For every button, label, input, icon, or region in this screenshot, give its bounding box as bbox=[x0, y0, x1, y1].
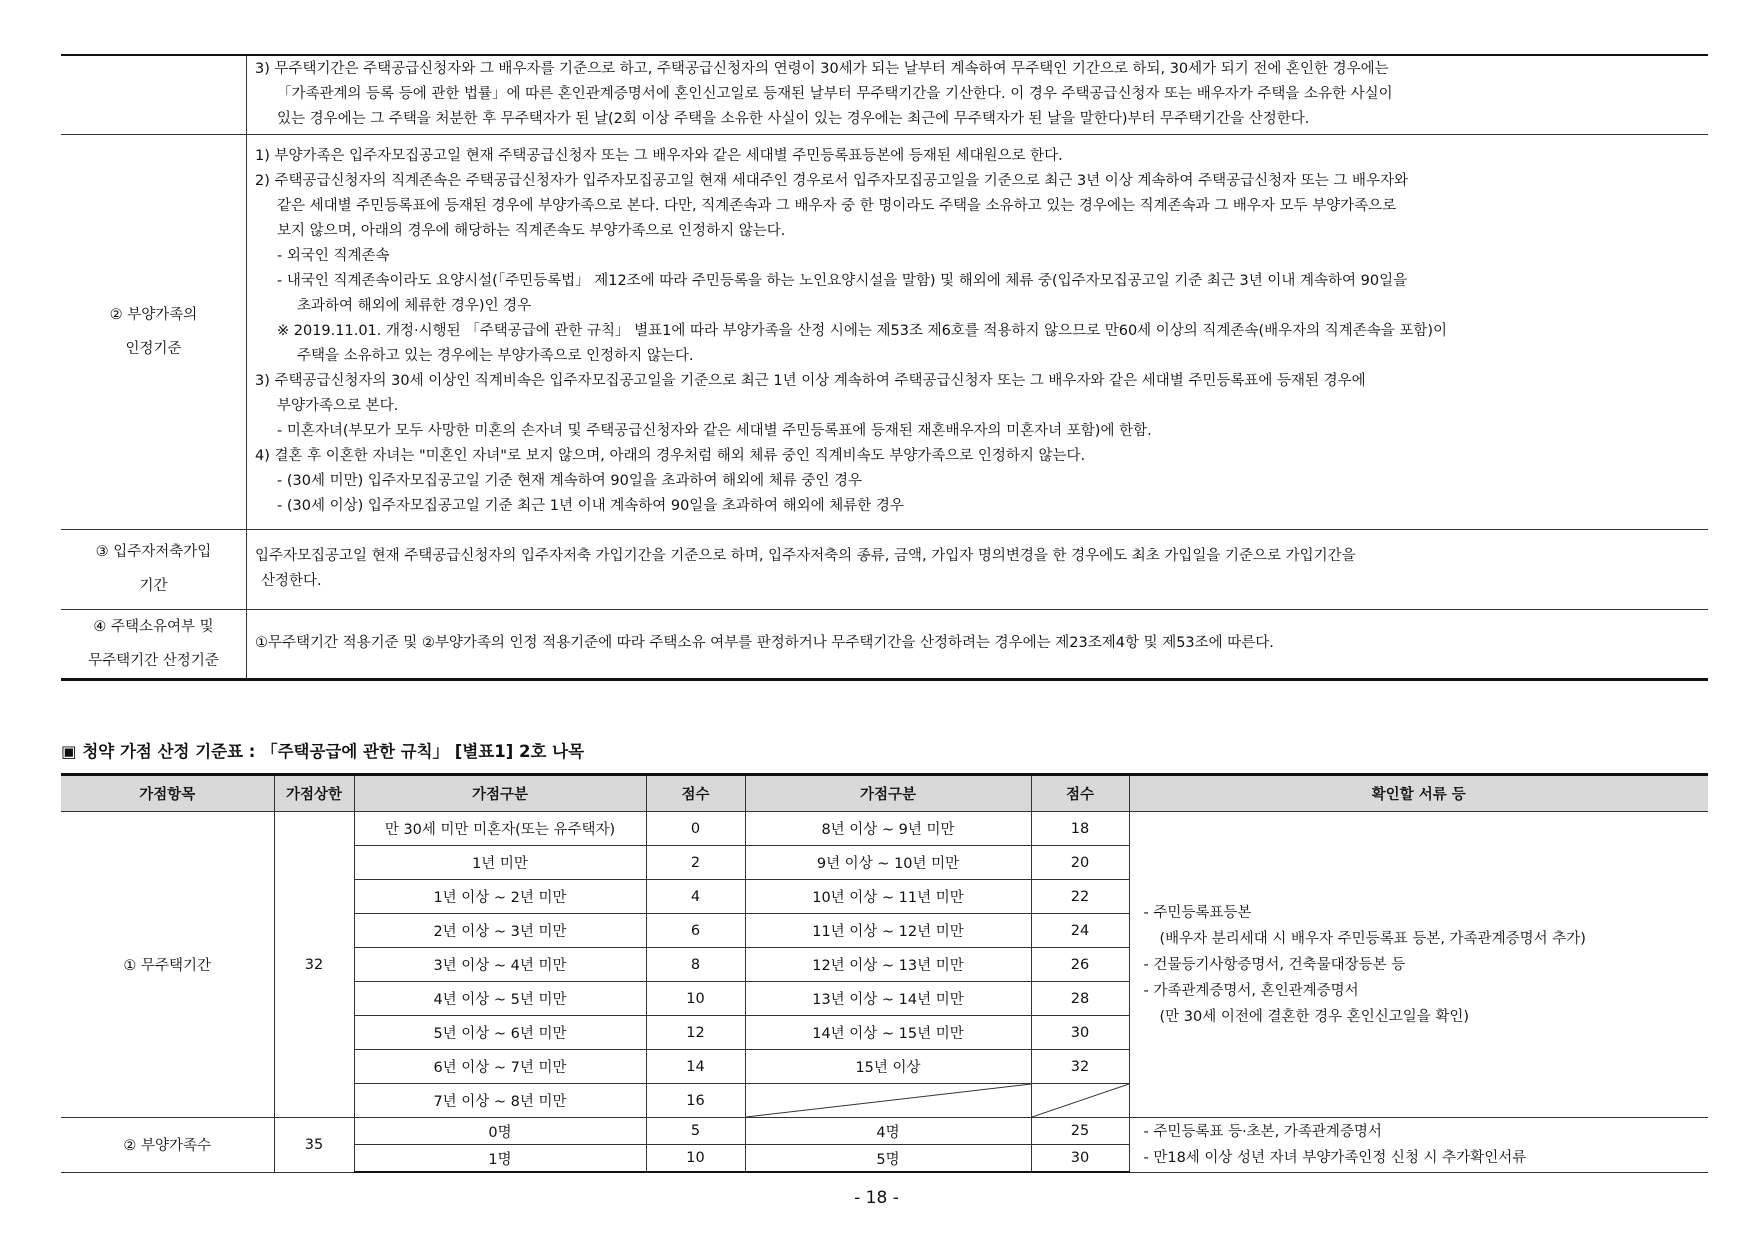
table-header-row bbox=[61, 775, 1708, 812]
category-cell: 4년 이상 ~ 5년 미만 bbox=[354, 982, 646, 1016]
score-cell: 20 bbox=[1031, 846, 1129, 880]
category-cell: 14년 이상 ~ 15년 미만 bbox=[745, 1016, 1031, 1050]
score-cell: 24 bbox=[1031, 914, 1129, 948]
table-row bbox=[61, 812, 1708, 846]
text-line: 2) 주택공급신청자의 직계존속은 주택공급신청자가 입주자모집공고일 현재 세대주인 경우로서 입주자모집공고일을 기준으로 최근 3년 이상 계속하여 주택공급신청자 또는 그 배우자와 bbox=[255, 173, 1408, 189]
score-cell: 16 bbox=[646, 1084, 745, 1118]
criteria-label bbox=[61, 134, 247, 529]
text-line: 「가족관계의 등록 등에 관한 법률」에 따른 혼인관계증명서에 혼인신고일로 등재된 날부터 무주택기간을 기산한다. 이 경우 주택공급신청자 또는 배우자가 주택을 소유한 사실이 bbox=[277, 86, 1393, 103]
score-cell: 10 bbox=[646, 982, 745, 1016]
score-cell: 14 bbox=[646, 1050, 745, 1084]
text-line: ※ 2019.11.01. 개정·시행된 「주택공급에 관한 규칙」 별표1에 따라 부양가족을 산정 시에는 제53조 제6호를 적용하지 않으므로 만60세 이상의 직계존속(배우자의 직계존속을 포함)이 bbox=[277, 323, 1448, 339]
category-cell: 7년 이상 ~ 8년 미만 bbox=[354, 1084, 646, 1118]
category-cell: 1명 bbox=[354, 1145, 646, 1173]
header-cell: 점수 bbox=[1031, 775, 1129, 812]
label-line: ② 부양가족의 bbox=[109, 306, 198, 323]
score-cell: 6 bbox=[646, 914, 745, 948]
docs-cell bbox=[1129, 1118, 1708, 1173]
text-line: - (30세 미만) 입주자모집공고일 기준 현재 계속하여 90일을 초과하여 해외에 체류 중인 경우 bbox=[277, 473, 862, 489]
score-cell: 2 bbox=[646, 846, 745, 880]
max-cell: 32 bbox=[274, 812, 354, 1118]
category-cell: 10년 이상 ~ 11년 미만 bbox=[745, 880, 1031, 914]
text-line: - 미혼자녀(부모가 모두 사망한 미혼의 손자녀 및 주택공급신청자와 같은 세대별 주민등록표에 등재된 재혼배우자의 미혼자녀 포함)에 한함. bbox=[277, 423, 1152, 439]
score-cell: 4 bbox=[646, 880, 745, 914]
category-cell: 15년 이상 bbox=[745, 1050, 1031, 1084]
text-line: - 외국인 직계존속 bbox=[277, 248, 390, 264]
header-cell: 점수 bbox=[646, 775, 745, 812]
criteria-label-empty bbox=[61, 55, 247, 134]
criteria-table bbox=[61, 54, 1708, 681]
score-cell: 32 bbox=[1031, 1050, 1129, 1084]
section-title: ▣ 청약 가점 산정 기준표 : 「주택공급에 관한 규칙」 [별표1] 2호 나목 bbox=[61, 742, 585, 761]
header-cell: 가점구분 bbox=[354, 775, 646, 812]
category-cell: 12년 이상 ~ 13년 미만 bbox=[745, 948, 1031, 982]
category-cell: 1년 이상 ~ 2년 미만 bbox=[354, 880, 646, 914]
text-line: 산정한다. bbox=[261, 573, 322, 589]
doc-line: - 만18세 이상 성년 자녀 부양가족인정 신청 시 추가확인서류 bbox=[1143, 1149, 1527, 1166]
category-cell: 6년 이상 ~ 7년 미만 bbox=[354, 1050, 646, 1084]
category-cell: 13년 이상 ~ 14년 미만 bbox=[745, 982, 1031, 1016]
header-cell: 가점구분 bbox=[745, 775, 1031, 812]
header-cell: 확인할 서류 등 bbox=[1129, 775, 1708, 812]
criteria-content bbox=[247, 529, 1709, 609]
doc-line: - 건물등기사항증명서, 건축물대장등본 등 bbox=[1143, 956, 1406, 973]
text-line: 3) 무주택기간은 주택공급신청자와 그 배우자를 기준으로 하고, 주택공급신청자의 연령이 30세가 되는 날부터 계속하여 무주택인 기간으로 하되, 30세가 되기 전에 혼인한 경우에는 bbox=[255, 61, 1389, 78]
table-row bbox=[61, 1118, 1708, 1145]
text-line: ①무주택기간 적용기준 및 ②부양가족의 인정 적용기준에 따라 주택소유 여부를 판정하거나 무주택기간을 산정하려는 경우에는 제23조제4항 및 제53조에 따른다. bbox=[255, 635, 1274, 651]
category-cell: 3년 이상 ~ 4년 미만 bbox=[354, 948, 646, 982]
criteria-content bbox=[247, 55, 1709, 134]
score-cell: 18 bbox=[1031, 812, 1129, 846]
text-line: 보지 않으며, 아래의 경우에 해당하는 직계존속도 부양가족으로 인정하지 않는다. bbox=[277, 223, 786, 239]
item-cell: ② 부양가족수 bbox=[61, 1118, 274, 1173]
item-cell: ① 무주택기간 bbox=[61, 812, 274, 1118]
text-line: 부양가족으로 본다. bbox=[277, 398, 399, 414]
score-cell: 0 bbox=[646, 812, 745, 846]
criteria-content bbox=[247, 134, 1709, 529]
criteria-row-dependents bbox=[61, 134, 1708, 529]
text-line: 1) 부양가족은 입주자모집공고일 현재 주택공급신청자 또는 그 배우자와 같은 세대별 주민등록표등본에 등재된 세대원으로 한다. bbox=[255, 148, 1063, 164]
label-line: 인정기준 bbox=[125, 340, 182, 357]
category-cell: 0명 bbox=[354, 1118, 646, 1145]
category-cell: 9년 이상 ~ 10년 미만 bbox=[745, 846, 1031, 880]
criteria-label bbox=[61, 609, 247, 679]
score-cell: 30 bbox=[1031, 1145, 1129, 1173]
label-line: ④ 주택소유여부 및 bbox=[93, 618, 214, 635]
category-cell: 1년 미만 bbox=[354, 846, 646, 880]
doc-line: (만 30세 이전에 결혼한 경우 혼인신고일을 확인) bbox=[1159, 1008, 1470, 1025]
header-cell: 가점상한 bbox=[274, 775, 354, 812]
score-cell: 12 bbox=[646, 1016, 745, 1050]
header-cell: 가점항목 bbox=[61, 775, 274, 812]
label-line: ③ 입주자저축가입 bbox=[95, 544, 212, 560]
score-cell: 30 bbox=[1031, 1016, 1129, 1050]
text-line: 주택을 소유하고 있는 경우에는 부양가족으로 인정하지 않는다. bbox=[297, 348, 694, 364]
doc-line: - 가족관계증명서, 혼인관계증명서 bbox=[1143, 982, 1359, 999]
docs-cell bbox=[1129, 812, 1708, 1118]
score-cell: 8 bbox=[646, 948, 745, 982]
label-line: 무주택기간 산정기준 bbox=[88, 652, 219, 669]
category-cell: 2년 이상 ~ 3년 미만 bbox=[354, 914, 646, 948]
category-cell: 만 30세 미만 미혼자(또는 유주택자) bbox=[354, 812, 646, 846]
text-line: 입주자모집공고일 현재 주택공급신청자의 입주자저축 가입기간을 기준으로 하며, 입주자저축의 종류, 금액, 가입자 명의변경을 한 경우에도 최초 가입일을 기준으로 가입기간을 bbox=[255, 548, 1356, 564]
criteria-row-ownership bbox=[61, 609, 1708, 679]
page-number: - 18 - bbox=[854, 1188, 899, 1208]
score-cell: 5 bbox=[646, 1118, 745, 1145]
text-line: 4) 결혼 후 이혼한 자녀는 "미혼인 자녀"로 보지 않으며, 아래의 경우처럼 해외 체류 중인 직계비속도 부양가족으로 인정하지 않는다. bbox=[255, 448, 1086, 464]
category-cell: 5년 이상 ~ 6년 미만 bbox=[354, 1016, 646, 1050]
score-cell: 10 bbox=[646, 1145, 745, 1173]
doc-line: - 주민등록표 등·초본, 가족관계증명서 bbox=[1143, 1123, 1382, 1140]
category-cell: 4명 bbox=[745, 1118, 1031, 1145]
criteria-row-savings-period bbox=[61, 529, 1708, 609]
criteria-content bbox=[247, 609, 1709, 679]
text-line: - (30세 이상) 입주자모집공고일 기준 최근 1년 이내 계속하여 90일을 초과하여 해외에 체류한 경우 bbox=[277, 498, 904, 514]
text-line: 초과하여 해외에 체류한 경우)인 경우 bbox=[297, 298, 532, 314]
category-cell: 8년 이상 ~ 9년 미만 bbox=[745, 812, 1031, 846]
score-cell: 28 bbox=[1031, 982, 1129, 1016]
text-line: 있는 경우에는 그 주택을 처분한 후 무주택자가 된 날(2회 이상 주택을 소유한 사실이 있는 경우에는 최근에 무주택자가 된 날을 말한다)부터 무주택기간을 산정한다. bbox=[277, 111, 1310, 128]
doc-line: - 주민등록표등본 bbox=[1143, 904, 1252, 921]
score-cell: 22 bbox=[1031, 880, 1129, 914]
diagonal-line bbox=[746, 1084, 1031, 1117]
empty-diagonal-cell bbox=[1031, 1084, 1129, 1118]
diagonal-line bbox=[1032, 1084, 1129, 1117]
score-cell: 26 bbox=[1031, 948, 1129, 982]
doc-line: (배우자 분리세대 시 배우자 주민등록표 등본, 가족관계증명서 추가) bbox=[1159, 930, 1586, 947]
criteria-row-housing-period bbox=[61, 55, 1708, 134]
text-line: 3) 주택공급신청자의 30세 이상인 직계비속은 입주자모집공고일을 기준으로 최근 1년 이상 계속하여 주택공급신청자 또는 그 배우자와 같은 세대별 주민등록표에 등재된 경우에 bbox=[255, 373, 1366, 389]
score-cell: 25 bbox=[1031, 1118, 1129, 1145]
score-table bbox=[61, 773, 1708, 1173]
category-cell: 5명 bbox=[745, 1145, 1031, 1173]
label-line: 기간 bbox=[139, 578, 168, 594]
category-cell: 11년 이상 ~ 12년 미만 bbox=[745, 914, 1031, 948]
empty-diagonal-cell bbox=[745, 1084, 1031, 1118]
criteria-label bbox=[61, 529, 247, 609]
text-line: 같은 세대별 주민등록표에 등재된 경우에 부양가족으로 본다. 다만, 직계존속과 그 배우자 중 한 명이라도 주택을 소유하고 있는 경우에는 직계존속과 그 배우자 모두 부양가족으로 bbox=[277, 198, 1397, 214]
text-line: - 내국인 직계존속이라도 요양시설(「주민등록법」 제12조에 따라 주민등록을 하는 노인요양시설을 말함) 및 해외에 체류 중(입주자모집공고일 기준 최근 3년 이내 계속하여 90일을 bbox=[277, 273, 1408, 289]
max-cell: 35 bbox=[274, 1118, 354, 1173]
